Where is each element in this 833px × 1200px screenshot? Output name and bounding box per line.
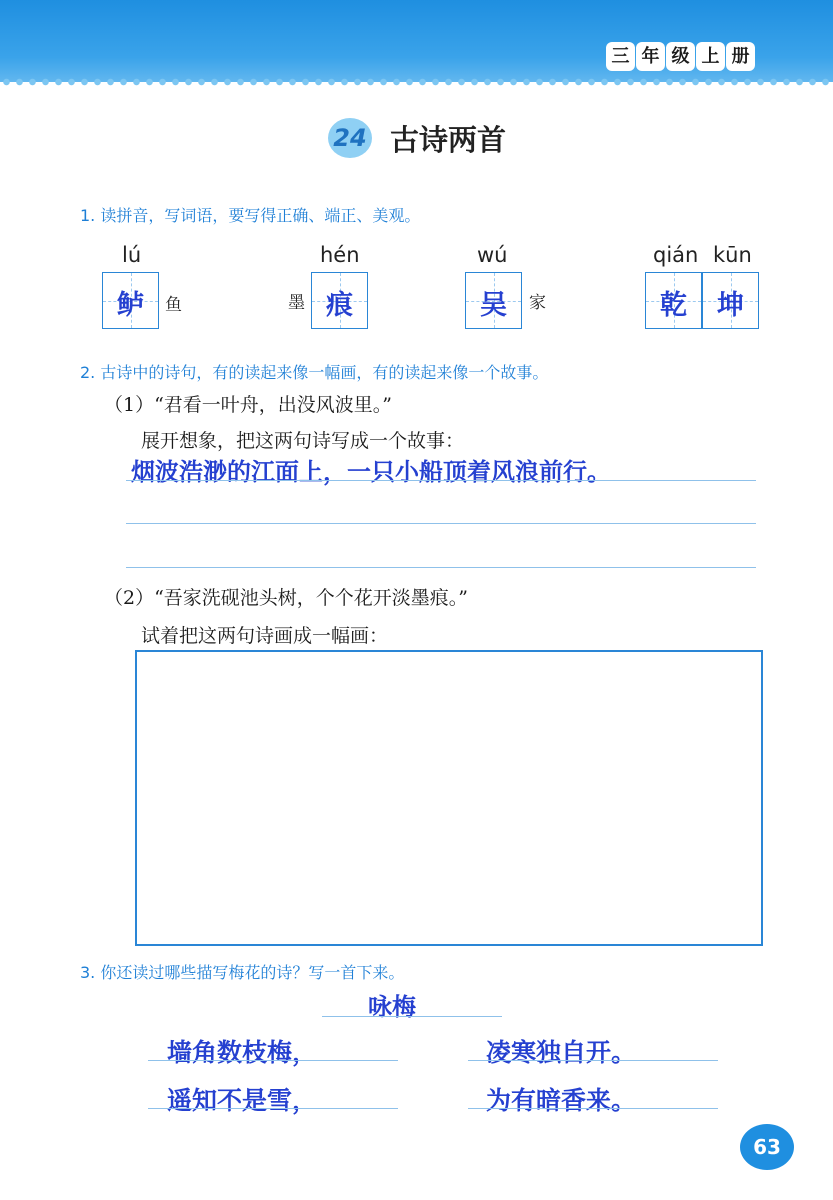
header-dot-border: [0, 76, 833, 88]
q2-part2-quote: （2）“吾家洗砚池头树，个个花开淡墨痕。”: [104, 587, 469, 609]
pinyin-qian: qián: [653, 243, 699, 267]
page-number: 63: [740, 1124, 794, 1170]
answer-char: 吴: [480, 290, 507, 321]
poem-line: 墙角数枝梅，: [167, 1038, 318, 1067]
answer-box-wu[interactable]: [465, 272, 522, 329]
pinyin-hen: hén: [320, 243, 360, 267]
drawing-area[interactable]: [135, 650, 763, 946]
answer-line: [126, 480, 756, 481]
poem-title: 咏梅: [368, 993, 416, 1021]
hint-char: 鱼: [165, 295, 182, 315]
answer-line: [468, 1060, 718, 1061]
poem-line: 凌寒独自开。: [486, 1038, 637, 1067]
poem-line: 为有暗香来。: [486, 1086, 637, 1115]
q2-prompt: 2. 古诗中的诗句，有的读起来像一幅画，有的读起来像一个故事。: [80, 363, 549, 382]
answer-char: 乾: [660, 290, 687, 321]
grade-char: 册: [726, 42, 755, 71]
answer-box-kun[interactable]: [702, 272, 759, 329]
pinyin-lu: lú: [122, 243, 142, 267]
hint-char: 墨: [288, 293, 305, 313]
q2-part1-instruction: 展开想象，把这两句诗写成一个故事：: [141, 430, 465, 452]
lesson-number-badge: 24: [328, 118, 372, 158]
answer-line: [126, 523, 756, 524]
grade-char: 年: [636, 42, 665, 71]
answer-line: [148, 1108, 398, 1109]
q1-prompt: 1. 读拼音，写词语，要写得正确、端正、美观。: [80, 206, 421, 225]
lesson-title: 古诗两首: [390, 123, 507, 157]
answer-box-hen[interactable]: [311, 272, 368, 329]
pinyin-wu: wú: [477, 243, 508, 267]
answer-char: 鲈: [117, 290, 144, 321]
hint-char: 家: [529, 293, 546, 313]
answer-line: [322, 1016, 502, 1017]
answer-box-lu[interactable]: [102, 272, 159, 329]
answer-line: [148, 1060, 398, 1061]
grade-label: [606, 42, 756, 72]
answer-box-qian[interactable]: [645, 272, 702, 329]
answer-char: 痕: [326, 290, 353, 321]
grade-char: 上: [696, 42, 725, 71]
q2-part2-instruction: 试着把这两句诗画成一幅画：: [141, 625, 389, 647]
grade-char: 级: [666, 42, 695, 71]
q2-part1-quote: （1）“君看一叶舟，出没风波里。”: [104, 394, 393, 416]
pinyin-kun: kūn: [713, 243, 752, 267]
grade-char: 三: [606, 42, 635, 71]
answer-line: [468, 1108, 718, 1109]
q3-prompt: 3. 你还读过哪些描写梅花的诗？写一首下来。: [80, 963, 405, 982]
poem-line: 遥知不是雪，: [167, 1086, 318, 1115]
answer-char: 坤: [717, 290, 744, 321]
answer-line: [126, 567, 756, 568]
q2-part1-answer: 烟波浩渺的江面上，一只小船顶着风浪前行。: [131, 458, 611, 486]
